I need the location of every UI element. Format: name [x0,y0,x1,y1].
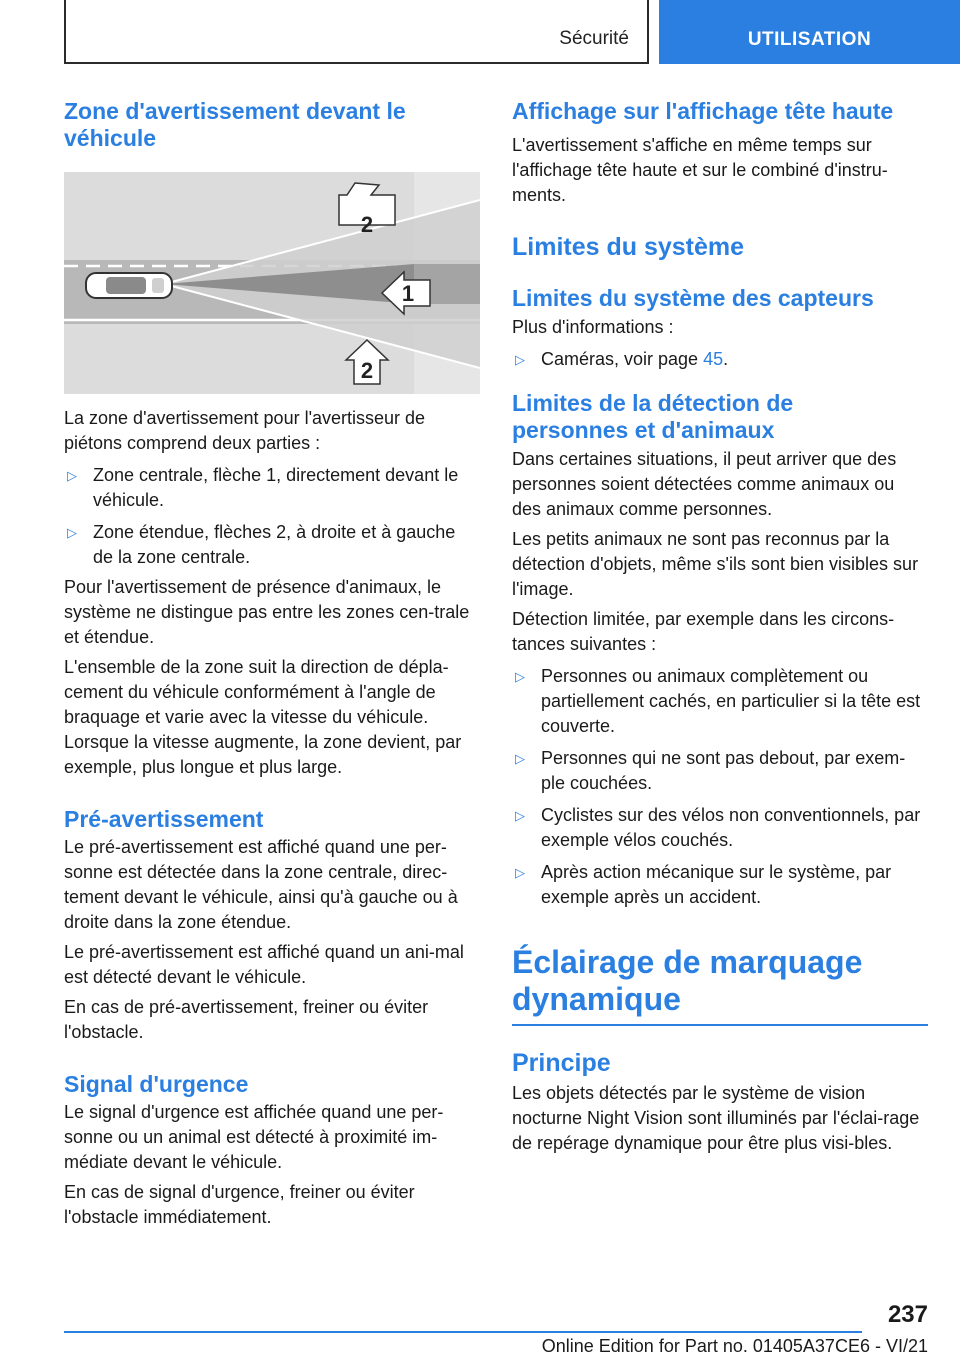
detection-limits-text-3: Détection limitée, par exemple dans les circons-tances suivantes : [512,609,895,654]
sensor-limits-text: Plus d'informations : [512,317,674,337]
triangle-bullet-icon: ▷ [67,468,77,483]
triangle-bullet-icon: ▷ [515,808,525,823]
triangle-bullet-icon: ▷ [515,751,525,766]
list-item: ▷ Caméras, voir page 45. [512,347,928,372]
list-item: ▷ Cyclistes sur des vélos non conventionnels, par exemple vélos couchés. [515,805,921,850]
section-divider [512,1024,928,1026]
urgent-signal-text-2: En cas de signal d'urgence, freiner ou éviter l'obstacle immédiatement. [64,1182,415,1227]
header-chapter-title: UTILISATION [747,29,872,50]
zone-intro-text: La zone d'avertissement pour l'avertisseur de piétons comprend deux parties : [64,408,426,453]
warning-zone-figure [64,172,480,394]
detection-limits-text-2: Les petits animaux ne sont pas reconnus par la détection d'objets, même s'ils sont bien visibles sur l'image. [512,529,919,599]
detection-bullet-list [512,664,928,910]
urgent-signal-heading: Signal d'urgence [64,1071,249,1097]
figure-label-2-top: 2 [360,212,374,237]
urgent-signal-text-1: Le signal d'urgence est affichée quand une per-sonne ou un animal est détecté à proximité im-médiate devant le véhicule. [64,1102,444,1172]
list-item: ▷ Personnes ou animaux complètement ou partiellement cachés, en particulier si la tête est couverte. [515,666,921,736]
warning-zone-diagram [64,172,480,394]
pre-warning-text-1: Le pré-avertissement est affiché quand une per-sonne est détectée dans la zone centrale, direc-tement devant le véhicule, ainsi qu'à gauche ou à droite dans la zone étendue. [64,837,458,932]
header-chapter-tab [659,0,960,64]
triangle-bullet-icon: ▷ [67,525,77,540]
footer-edition: Online Edition for Part no. 01405A37CE6 - VI/21 [541,1336,928,1356]
pre-warning-heading: Pré-avertissement [64,806,264,832]
figure-label-1: 1 [401,281,415,306]
pre-warning-text-3: En cas de pré-avertissement, freiner ou éviter l'obstacle. [64,997,429,1042]
principle-text: Les objets détectés par le système de vision nocturne Night Vision sont illuminés par l'éclai-rage de repérage dynamique pour être plus visi-bles. [512,1083,920,1153]
list-item: ▷ Zone étendue, flèches 2, à droite et à gauche de la zone centrale. [67,522,456,567]
hud-text: L'avertissement s'affiche en même temps sur l'affichage tête haute et sur le combiné d'instru-ments. [512,135,888,205]
triangle-bullet-icon: ▷ [515,669,525,684]
pre-warning-text-2: Le pré-avertissement est affiché quand un ani-mal est détecté devant le véhicule. [64,942,464,987]
list-item: ▷ Après action mécanique sur le système, par exemple après un accident. [515,862,892,907]
page-link[interactable]: 45 [703,349,724,369]
list-item: ▷ Zone centrale, flèche 1, directement devant le véhicule. [67,465,459,510]
right-column [512,98,928,1156]
triangle-bullet-icon: ▷ [515,865,525,880]
detection-limits-text-1: Dans certaines situations, il peut arriver que des personnes soient détectées comme animaux ou des animaux comme personnes. [512,449,897,519]
warning-zone-heading: Zone d'avertissement devant le véhicule [64,98,406,151]
zone-follow-text: L'ensemble de la zone suit la direction de dépla-cement du véhicule conformément à l'angle de braquage et varie avec la vitesse du véhicule. Lorsque la vitesse augmente, la zone devient, par exemple, plus longue et plus large. [64,657,462,777]
car-icon [86,273,172,298]
sensor-limits-heading: Limites du système des capteurs [512,285,874,311]
detection-limits-heading: Limites de la détection de personnes et d'animaux [512,390,794,443]
figure-label-2-bottom: 2 [360,358,374,383]
triangle-bullet-icon: ▷ [515,352,525,367]
principle-heading: Principe [512,1049,611,1077]
header-section-box [64,0,649,64]
animal-zone-text: Pour l'avertissement de présence d'animaux, le système ne distingue pas entre les zones cen-trale et étendue. [64,577,470,647]
page-number: 237 [887,1301,928,1328]
system-limits-heading: Limites du système [512,233,745,261]
list-item: ▷ Personnes qui ne sont pas debout, par exem-ple couchées. [515,748,906,793]
zone-bullet-list [64,463,480,570]
header-section-title: Sécurité [559,28,629,49]
footer-divider [64,1331,862,1333]
hud-heading: Affichage sur l'affichage tête haute [512,98,894,124]
left-column [64,98,480,1230]
dynamic-marking-heading: Éclairage de marquage dynamique [512,944,863,1017]
sensor-bullet-list [512,347,928,372]
